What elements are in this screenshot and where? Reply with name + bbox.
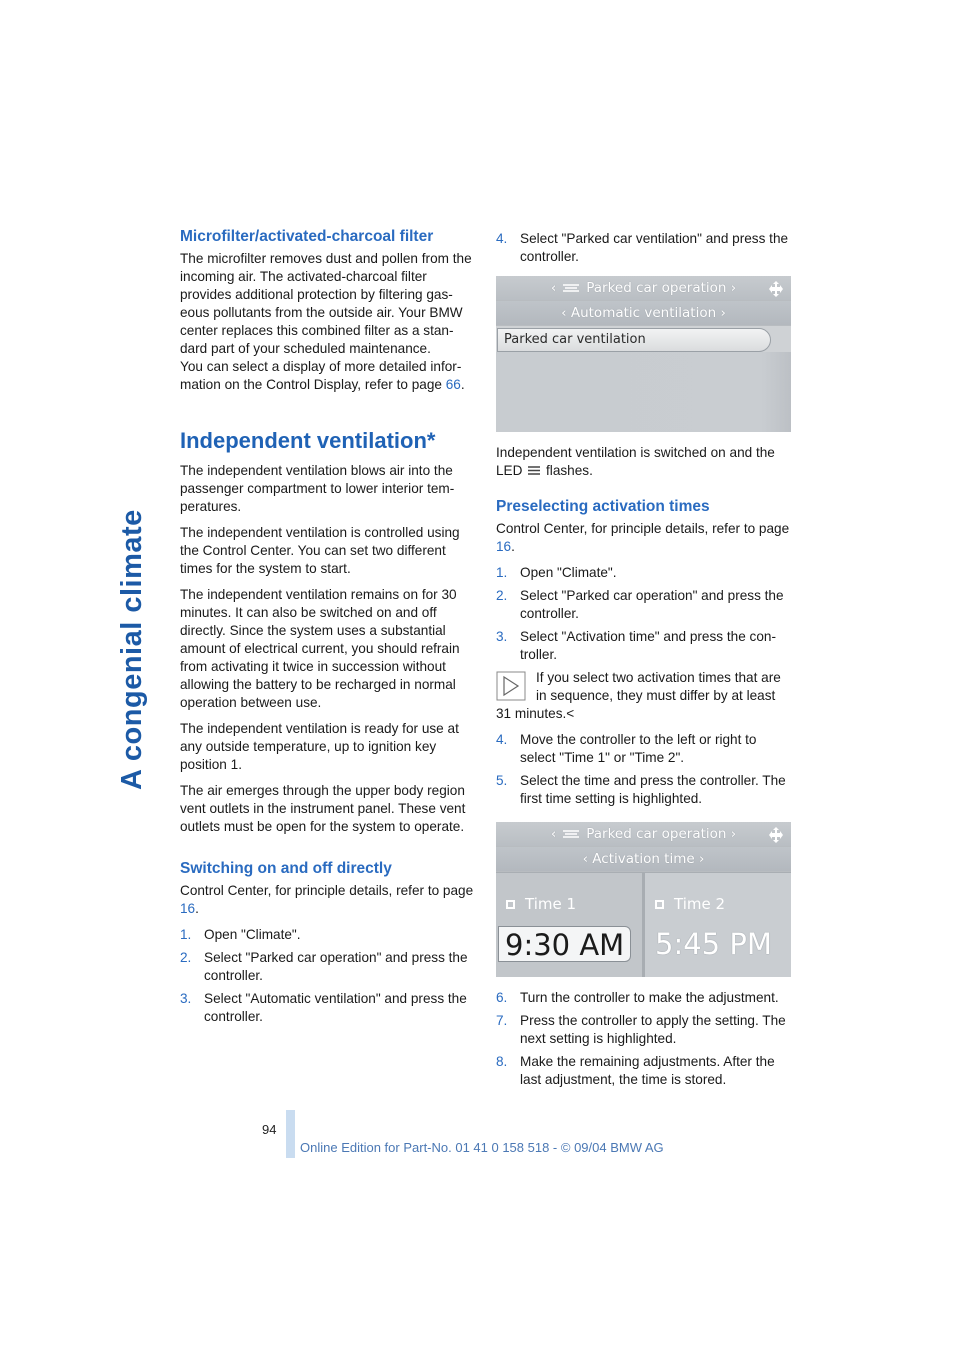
page-link-16[interactable]: 16 [180,901,196,916]
list-item: 3. Select "Automatic ventilation" and press the controller. [180,991,467,1024]
menu-bar-automatic-ventilation: ‹ Automatic ventilation › [496,301,791,326]
control-display-screenshot-2 [496,822,791,977]
footer-edition-text: Online Edition for Part-No. 01 41 0 158 518 - © 09/04 BMW AG [300,1140,664,1155]
heading-independent-ventilation: Independent ventilation* [180,428,436,453]
list-item: 5. Select the time and press the controller. The first time setting is highlighted. [496,773,786,806]
page-link-16[interactable]: 16 [496,539,512,554]
heading-switching: Switching on and off directly [180,860,392,877]
list-item: 4. Select "Parked car ventilation" and press the controller. [496,231,789,264]
list-item: 7. Press the controller to apply the setting. The next setting is highlighted. [496,1013,786,1046]
paragraph-switching: Control Center, for principle details, refer to page 16. [180,883,474,916]
paragraph-ind-2: The independent ventilation is controlled using the Control Center. You can set two different times for the system to start. [180,525,460,576]
paragraph-microfilter: The microfilter removes dust and pollen from the incoming air. The activated-charcoal filter provides additional protection by filtering gas-eous pollutants from the outside air. Your BMW center replaces this combined filter as a stan-dard part of your scheduled maintenance. [180,251,472,356]
checkbox-icon [506,900,515,909]
paragraph-ind-5: The air emerges through the upper body region vent outlets in the instrument panel. These vent outlets must be open for the system to operate. [180,783,466,834]
control-display-screenshot-1 [496,276,791,432]
fan-icon [562,282,580,294]
time-1-panel[interactable]: Time 1 9:30 AM [496,872,642,977]
time-2-panel[interactable]: Time 2 5:45 PM [642,872,791,977]
paragraph-ind-4: The independent ventilation is ready for use at any outside temperature, up to ignition key position 1. [180,721,459,772]
list-item: 4. Move the controller to the left or right to select "Time 1" or "Time 2". [496,732,757,765]
time-1-value[interactable]: 9:30 AM [498,926,631,962]
note: If you select two activation times that are in sequence, they must differ by at least 31 minutes.< [496,670,781,721]
chapter-side-title: A congenial climate [116,509,148,790]
menu-item-parked-car-ventilation[interactable]: Parked car ventilation [497,328,771,352]
paragraph-ind-3: The independent ventilation remains on for 30 minutes. It can also be switched on and off directly. Since the system uses a substantial amount of electrical current, you should refrain from activating it twice in succession without allowing the battery to be recharged in normal operation between use. [180,587,460,710]
list-item: 8. Make the remaining adjustments. After the last adjustment, the time is stored. [496,1054,775,1087]
paragraph-preselect: Control Center, for principle details, refer to page 16. [496,521,790,554]
settings-icon [767,280,785,298]
list-item: 2. Select "Parked car operation" and press the controller. [180,950,468,983]
paragraph-microfilter-display: You can select a display of more detailed infor-mation on the Control Display, refer to page 66. [180,359,465,392]
heading-microfilter: Microfilter/activated-charcoal filter [180,228,434,245]
heading-preselecting: Preselecting activation times [496,498,710,515]
list-item: 2. Select "Parked car operation" and press the controller. [496,588,784,621]
page-number: 94 [262,1122,277,1137]
paragraph-switched-on: Independent ventilation is switched on and the LED flashes. [496,445,775,478]
ventilation-led-icon [526,464,542,477]
paragraph-ind-1: The independent ventilation blows air into the passenger compartment to lower interior tem-peratures. [180,463,455,514]
fan-icon [562,828,580,840]
list-item: 6. Turn the controller to make the adjustment. [496,990,779,1005]
checkbox-icon [655,900,664,909]
list-item: 1. Open "Climate". [496,565,617,580]
left-column [180,228,475,1031]
page-link-66[interactable]: 66 [445,377,461,392]
menu-bar-parked-car-operation: ‹ Parked car operation › [496,822,791,847]
footer-accent-bar [286,1110,295,1158]
menu-bar-parked-car-operation: ‹ Parked car operation › [496,276,791,301]
menu-bar-activation-time: ‹ Activation time › [496,847,791,872]
list-item: 3. Select "Activation time" and press the con-troller. [496,629,776,662]
right-column [496,230,791,1094]
list-item: 1. Open "Climate". [180,927,301,942]
settings-icon [767,826,785,844]
note-arrow-icon [496,671,526,701]
time-2-value: 5:45 PM [655,927,772,961]
